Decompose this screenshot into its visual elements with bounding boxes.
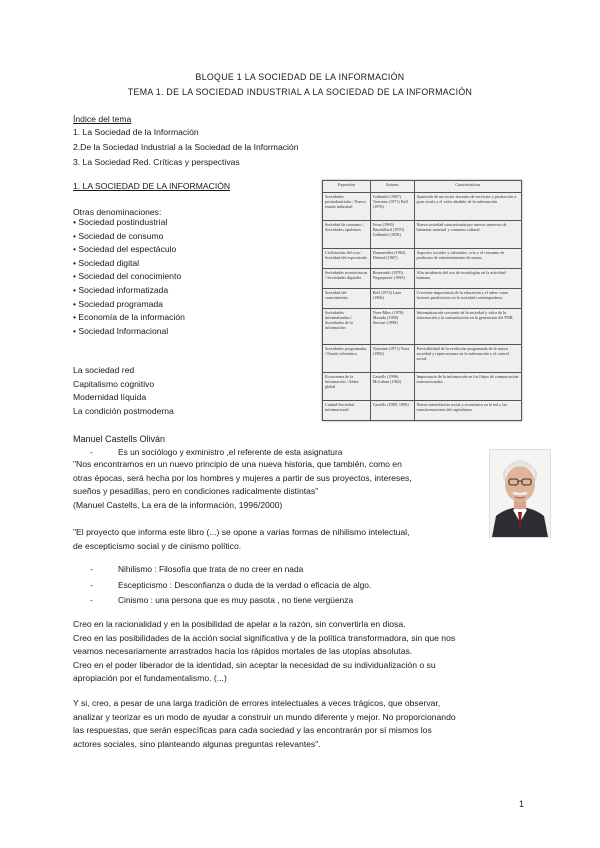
table-row [323,400,522,420]
paragraph-line: Creo en la racionalidad y en la posibilidad de apelar a la razón, sin convertirla en diosa. [73,619,406,629]
dash-marker: - [90,580,93,590]
dash-marker: - [90,595,93,605]
table-cell: Sociedad de consumo / Sociedades opulentas [323,220,371,248]
table-cell: Dumazedier (1962) Debord (1967) [370,248,414,268]
table-cell: Touraine (1971) Nora (1982) [370,344,414,372]
table-row [323,372,522,400]
list-item: • Sociedad del conocimiento [73,271,182,282]
table-cell: Nueva interrelación social y económica en la red y las transformaciones del capitalismo. [414,400,521,420]
list-item: • Economía de la información [73,312,185,323]
index-item: 1. La Sociedad de la Información [73,127,199,137]
table-cell: Alta incidencia del uso de tecnologías en la actividad humana. [414,268,521,288]
table-cell: Informatización creciente de la sociedad y valor de la información y la comunicación en la generación del PNB. [414,309,521,345]
topic-title: TEMA 1. DE LA SOCIEDAD INDUSTRIAL A LA SOCIEDAD DE LA INFORMACIÓN [127,87,473,97]
table-cell: Importancia de la información en los flujos de comunicación transnacionales. [414,372,521,400]
paragraph-line: Creo en el poder liberador de la identidad, sin aceptar la necesidad de su individualización o su [73,659,436,670]
list-item: • Sociedad del espectáculo [73,244,177,255]
section-heading: 1. LA SOCIEDAD DE LA INFORMACIÓN [73,181,231,191]
list-item: • Sociedad postindustrial [73,217,168,227]
table-cell: Aparición de un sector terciario de servicios y producción a gran escala y el valor añadido de la información. [414,193,521,221]
list-item: Capitalismo cognitivo [73,378,155,389]
project-paragraph [73,526,481,553]
quote-line: sueños y pesadillas, pero en condiciones radicalmente distintas" [73,486,319,496]
table-cell: Castells (1996) McLuhan (1962) [370,372,414,400]
table-cell: Castells (1989, 1996) [370,400,414,420]
table-cell: Creciente importancia de la educación y el saber como factores productivos en la sociedad contemporánea. [414,289,521,309]
other-names-list [73,216,185,338]
table-cell: Galbraith (1967) Touraine (1971) Bell (1976) [370,193,414,221]
index-item: 2.De la Sociedad Industrial a la Sociedad de la Información [73,142,299,152]
paragraph-line: de escepticismo social y de cinismo político. [73,540,242,551]
paragraph-line: las respuestas, que serán específicas para cada sociedad y las encontrarán por sí mismos los [73,725,432,735]
quote-line: "Nos encontramos en un nuevo principio de una nueva historia, que también, como en [73,459,402,469]
beliefs-paragraph [73,618,526,686]
castells-quote [73,458,481,512]
quote-citation: (Manuel Castells, La era de la información, 1996/2000) [73,499,283,510]
table-row [323,220,522,248]
table-cell: Sociedades informatizadas / Sociedades de la información [323,309,371,345]
castells-portrait [489,449,551,538]
index-heading: Índice del tema [73,114,132,124]
table-row [323,268,522,288]
paragraph-line: apropiación por el fundamentalismo. (...) [73,673,227,683]
list-item: • Sociedad digital [73,257,140,268]
block-title: BLOQUE 1 LA SOCIEDAD DE LA INFORMACIÓN [195,72,405,82]
definition-text: Escepticismo : Desconfianza o duda de la verdad o eficacia de algo. [118,580,372,590]
closing-paragraph [73,697,526,751]
table-cell: Nueva sociedad caracterizada por nuevos intereses de bienestar material y consumo cultural. [414,220,521,248]
paragraph-line: analizar y teorizar es un modo de ayudar a construir un mundo diferente y mejor. No proporcionando [73,711,456,722]
table-cell: Jesus (1969) Baudrillard (1970) Galbraith (1958) [370,220,414,248]
list-item: La condición postmoderna [73,405,174,416]
table-header: Expresión [323,181,371,193]
table-cell: Nora-Minc (1978) Masuda (1980) Stewart (1998) [370,309,414,345]
scanned-table-image [322,180,522,421]
index-item: 3. La Sociedad Red. Críticas y perspectivas [73,157,240,167]
table-cell: Ecosistema de la información / Aldea global [323,372,371,400]
author-name: Manuel Castells Oliván [73,434,166,444]
portrait-illustration [490,450,550,537]
paragraph-line: Y si, creo, a pesar de una larga tradición de errores intelectuales a veces trágicos, que observar, [73,698,441,708]
table-cell: Sociedades postindustriales / Nuevo estado industrial [323,193,371,221]
paragraph-line: actores sociales, sino planteando algunas preguntas relevantes". [73,738,321,749]
page-number: 1 [519,799,525,809]
more-names-list [73,364,174,418]
table-cell: Previsibilidad de la evolución programada de la nueva sociedad y repercusiones en la información y el control social. [414,344,521,372]
definition-text: Cinismo : una persona que es muy pasota , no tiene vergüenza [118,595,354,605]
table-header: Autores [370,181,414,193]
table-cell: Sociedad del conocimiento [323,289,371,309]
table-header: Características [414,181,521,193]
table-cell: Civilización del ocio / Sociedad del espectáculo [323,248,371,268]
paragraph-line: veamos necesariamente arrastrados hacia los rápidos mortales de las utopías absolutas. [73,646,413,656]
dash-marker: - [90,447,93,457]
table-cell: Sociedades tecnotrónicas / Sociedades digitales [323,268,371,288]
table-cell: Sociedades programadas / Estado telemático [323,344,371,372]
definition-text: Nihilismo : Filosofía que trata de no creer en nada [118,564,304,574]
paragraph-line: Creo en las posibilidades de la acción social significativa y de la política transformadora, sin que nos [73,632,456,643]
list-item: Modernidad líquida [73,392,147,403]
other-names-label: Otras denominaciones: [73,207,162,217]
list-item: La sociedad red [73,365,135,375]
paragraph-line: "El proyecto que informa este libro (...) se opone a varias formas de nihilismo intelectual, [73,527,410,537]
table-row [323,248,522,268]
list-item: • Sociedad informatizada [73,284,169,295]
quote-line: otras épocas, será hecha por los hombres y mujeres a partir de sus proyectos, intereses, [73,472,412,483]
table-cell: Bell (1973) Lane (1966) [370,289,414,309]
list-item: • Sociedad de consumo [73,230,164,241]
table-cell: Ciudad-Sociedad informacional [323,400,371,420]
list-item: • Sociedad Informacional [73,325,169,336]
denominations-table [322,180,522,421]
list-item: • Sociedad programada [73,298,163,309]
table-row [323,309,522,345]
author-description-text: Es un sociólogo y exministro ,el referente de esta asignatura [118,447,343,457]
table-row [323,289,522,309]
dash-marker: - [90,564,93,574]
table-row [323,344,522,372]
index-list [73,127,299,168]
table-cell: Brzezinski (1970) Negroponte (1995) [370,268,414,288]
table-row [323,193,522,221]
table-cell: Aspectos sociales y culturales, ocio y el consumo de productos de entretenimiento de masas. [414,248,521,268]
